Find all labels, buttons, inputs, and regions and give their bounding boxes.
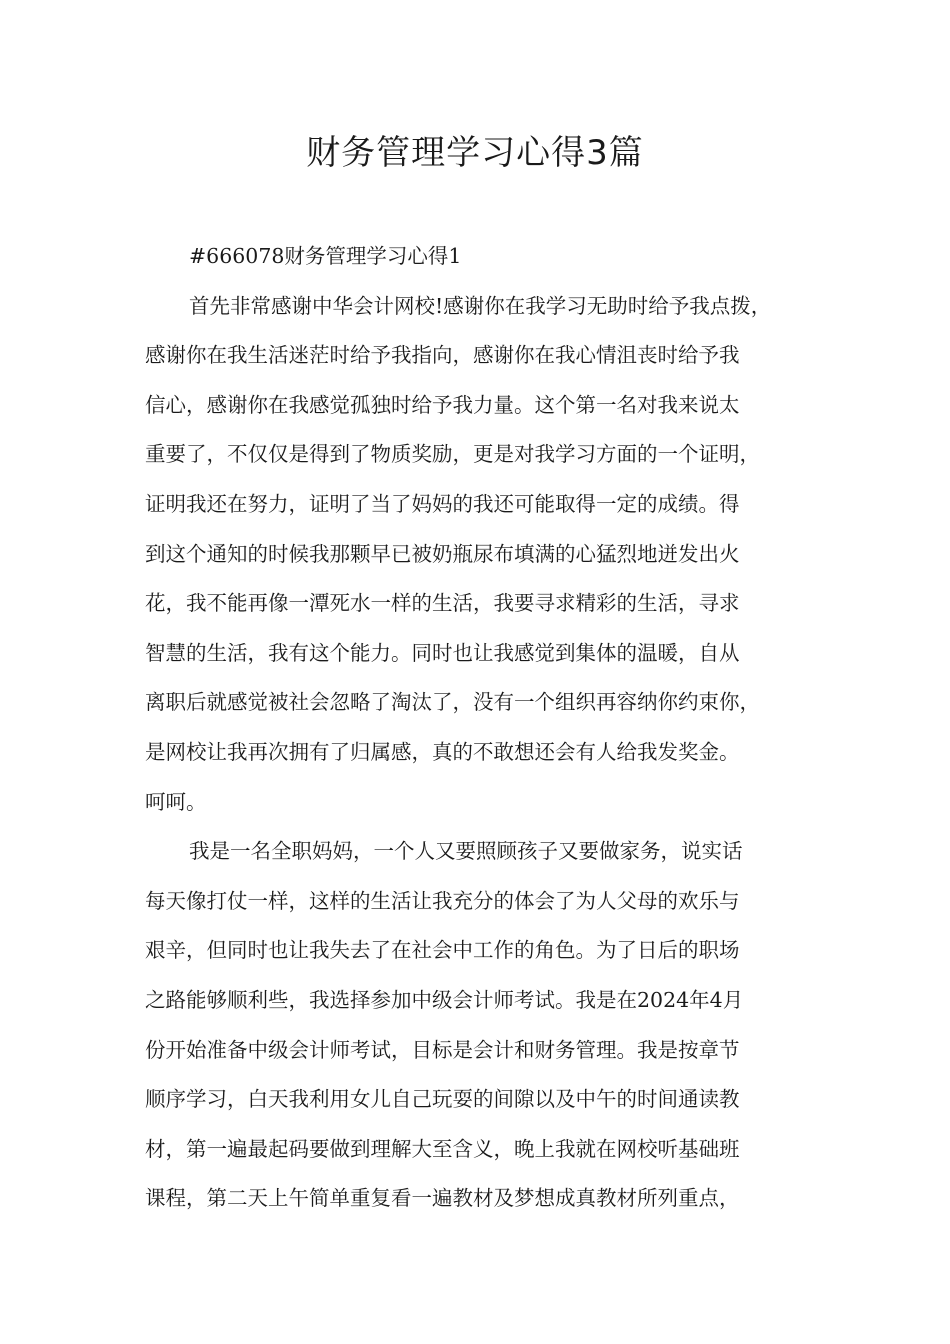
page-title: 财务管理学习心得3篇 — [306, 133, 644, 173]
text-line: 材，第一遍最起码要做到理解大至含义，晚上我就在网校听基础班 — [145, 1136, 740, 1161]
text-line: 信心，感谢你在我感觉孤独时给予我力量。这个第一名对我来说太 — [145, 392, 740, 417]
text-line: 到这个通知的时候我那颗早已被奶瓶尿布填满的心猛烈地迸发出火 — [145, 541, 740, 566]
text-line: 我是一名全职妈妈，一个人又要照顾孩子又要做家务，说实话 — [189, 839, 743, 864]
text-line: 份开始准备中级会计师考试，目标是会计和财务管理。我是按章节 — [145, 1037, 740, 1062]
text-line: 证明我还在努力，证明了当了妈妈的我还可能取得一定的成绩。得 — [145, 491, 740, 516]
text-line: 是网校让我再次拥有了归属感，真的不敢想还会有人给我发奖金。 — [145, 739, 740, 764]
text-line: 呵呵。 — [145, 789, 207, 814]
text-line: 每天像打仗一样，这样的生活让我充分的体会了为人父母的欢乐与 — [145, 888, 740, 913]
text-line: 首先非常感谢中华会计网校!感谢你在我学习无助时给予我点拨， — [189, 293, 772, 318]
text-line: 顺序学习，白天我利用女儿自己玩耍的间隙以及中午的时间通读教 — [145, 1087, 740, 1112]
text-line: 重要了，不仅仅是得到了物质奖励，更是对我学习方面的一个证明， — [145, 442, 760, 467]
text-line: #666078财务管理学习心得1 — [189, 244, 462, 268]
text-line: 艰辛，但同时也让我失去了在社会中工作的角色。为了日后的职场 — [145, 938, 740, 963]
text-line: 感谢你在我生活迷茫时给予我指向，感谢你在我心情沮丧时给予我 — [145, 343, 740, 368]
text-line: 智慧的生活，我有这个能力。同时也让我感觉到集体的温暖，自从 — [145, 640, 740, 665]
text-line: 之路能够顺利些，我选择参加中级会计师考试。我是在2024年4月 — [145, 987, 744, 1012]
document-body — [145, 232, 825, 1224]
text-line: 课程，第二天上午简单重复看一遍教材及梦想成真教材所列重点， — [145, 1186, 740, 1211]
text-line: 离职后就感觉被社会忽略了淘汰了，没有一个组织再容纳你约束你， — [145, 690, 760, 715]
text-line: 花，我不能再像一潭死水一样的生活，我要寻求精彩的生活，寻求 — [145, 591, 740, 616]
